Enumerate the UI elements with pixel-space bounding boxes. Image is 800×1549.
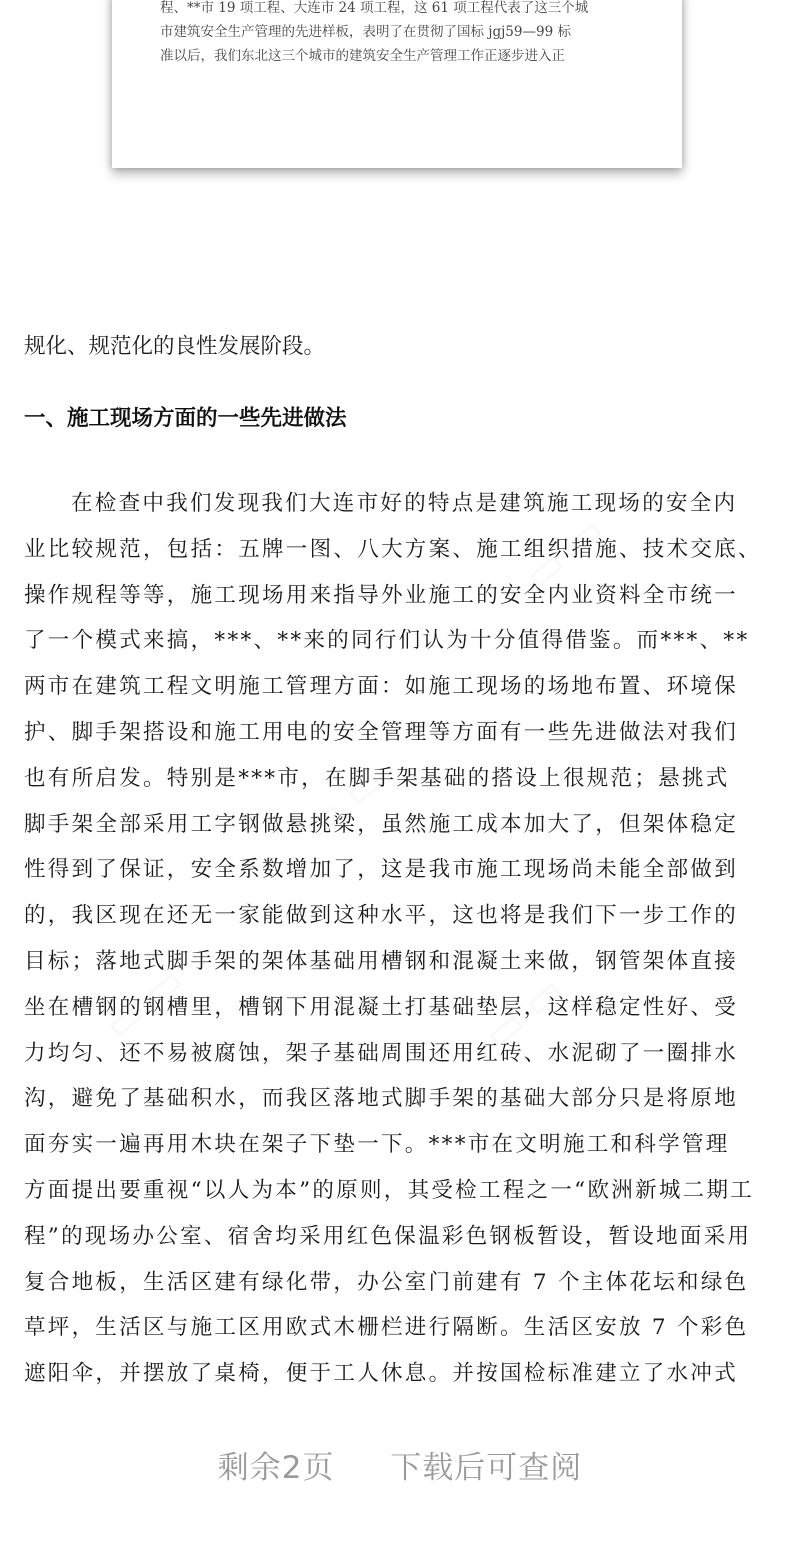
body-line: 了一个模式来搞，***、**来的同行们认为十分值得借鉴。而***、** — [24, 628, 750, 654]
body-line: 操作规程等等，施工现场用来指导外业施工的安全内业资料全市统一 — [24, 582, 739, 608]
preview-line: 准以后，我们东北这三个城市的建筑安全生产管理工作正逐步进入正 — [160, 48, 565, 64]
body-line: 沟，避免了基础积水，而我区落地式脚手架的基础大部分只是将原地 — [24, 1086, 739, 1112]
body-line: 面夯实一遍再用木块在架子下垫一下。***市在文明施工和科学管理 — [24, 1132, 730, 1158]
body-line: 在检查中我们发现我们大连市好的特点是建筑施工现场的安全内 — [71, 491, 738, 516]
body-line: 业比较规范，包括：五牌一图、八大方案、施工组织措施、技术交底、 — [24, 536, 762, 562]
download-hint-label: 下载后可查阅 — [390, 1450, 583, 1486]
preview-page-card — [112, 0, 682, 168]
body-line: 程”的现场办公室、宿舍均采用红色保温彩色钢板暂设，暂设地面采用 — [24, 1223, 752, 1249]
body-line: 的，我区现在还无一家能做到这种水平，这也将是我们下一步工作的 — [24, 903, 739, 929]
watermark-icon: ▭ ▭ — [515, 506, 613, 600]
remaining-pages-label: 剩余2页 — [217, 1450, 335, 1486]
body-line: 遮阳伞，并摆放了桌椅，便于工人休息。并按国检标准建立了水冲式 — [24, 1361, 739, 1387]
preview-line: 市建筑安全生产管理的先进样板，表明了在贯彻了国标 jgj59—99 标 — [160, 24, 571, 40]
remaining-pages-notice[interactable] — [0, 1442, 800, 1487]
body-paragraph — [24, 485, 784, 1401]
body-line: 护、脚手架搭设和施工用电的安全管理等方面有一些先进做法对我们 — [24, 719, 739, 745]
body-line: 坐在槽钢的钢槽里，槽钢下用混凝土打基础垫层，这样稳定性好、受 — [24, 994, 739, 1020]
body-line: 复合地板，生活区建有绿化带，办公室门前建有 7 个主体花坛和绿色 — [24, 1269, 749, 1295]
body-line: 也有所启发。特别是***市，在脚手架基础的搭设上很规范；悬挑式 — [24, 765, 730, 791]
body-line: 方面提出要重视“以人为本”的原则，其受检工程之一“欧洲新城二期工 — [24, 1177, 755, 1203]
watermark-icon: ▭ ▭ — [95, 956, 193, 1050]
body-line: 性得到了保证，安全系数增加了，这是我市施工现场尚未能全部做到 — [24, 857, 739, 883]
watermark-icon: ▭ ▭ — [475, 966, 573, 1060]
body-line: 草坪，生活区与施工区用欧式木栅栏进行隔断。生活区安放 7 个彩色 — [24, 1315, 749, 1341]
preview-line: 程、**市 19 项工程、大连市 24 项工程，这 61 项工程代表了这三个城 — [160, 0, 589, 16]
watermark-icon: ▭ ▭ — [295, 756, 393, 850]
body-line: 两市在建筑工程文明施工管理方面：如施工现场的场地布置、环境保 — [24, 674, 739, 700]
continuation-line: 规化、规范化的良性发展阶段。 — [24, 334, 326, 359]
body-line: 脚手架全部采用工字钢做悬挑梁，虽然施工成本加大了，但架体稳定 — [24, 811, 739, 837]
body-line: 目标；落地式脚手架的架体基础用槽钢和混凝土来做，钢管架体直接 — [24, 948, 739, 974]
preview-card-text — [160, 0, 640, 68]
body-line: 力均匀、还不易被腐蚀，架子基础周围还用红砖、水泥砌了一圈排水 — [24, 1040, 739, 1066]
section-heading: 一、施工现场方面的一些先进做法 — [24, 406, 347, 431]
